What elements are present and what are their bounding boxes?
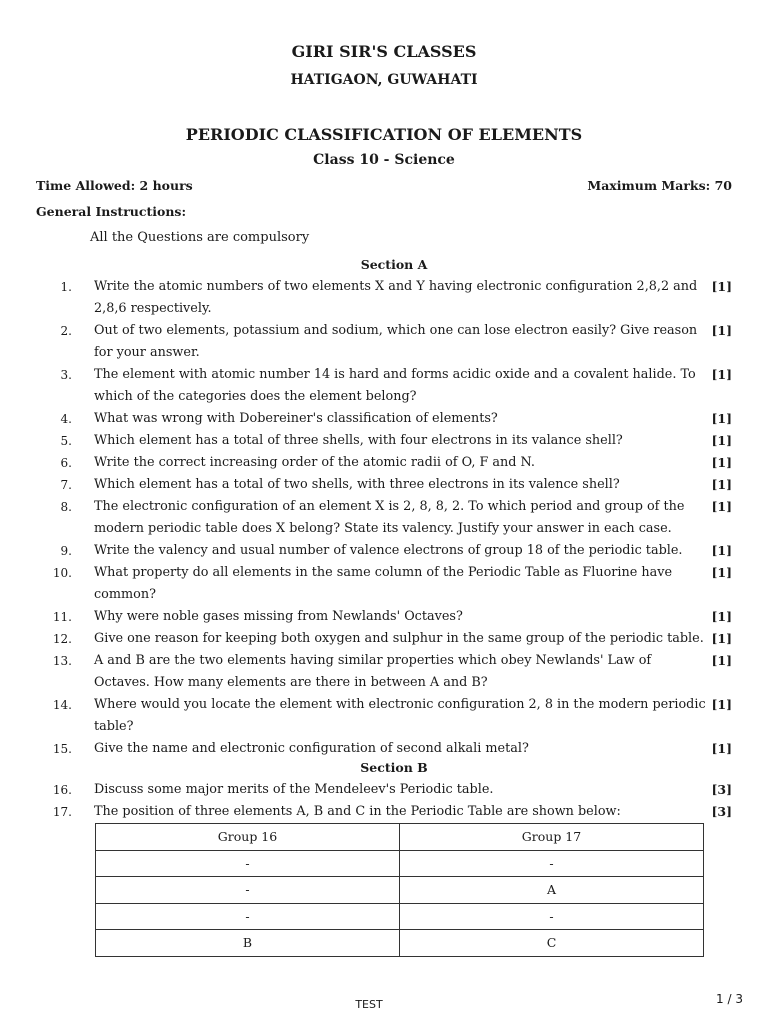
question-marks: [3] [711,804,732,819]
page-subtitle: Class 10 - Science [313,152,455,168]
question-text: What was wrong with Dobereiner's classification of elements? [94,411,498,426]
question-number: 10. [52,566,72,580]
question-text: What property do all elements in the same column of the Periodic Table as Fluorine have common? [94,565,673,602]
question-number: 12. [52,632,72,646]
question-number: 13. [52,654,72,668]
institute-location: HATIGAON, GUWAHATI [290,72,478,88]
question-marks: [1] [711,411,732,426]
question-number: 4. [60,412,72,426]
question-text: Write the valency and usual number of valence electrons of group 18 of the periodic table. [94,543,683,558]
table-cell: B [96,930,400,957]
group-table [95,823,704,957]
question-number: 7. [60,478,72,492]
question-number: 17. [52,805,72,819]
question-marks: [1] [711,323,732,338]
table-cell: C [400,930,704,957]
question-text: Where would you locate the element with electronic configuration 2, 8 in the modern periodic table? [94,697,706,734]
table-row [96,850,704,877]
question-text: Give the name and electronic configuration of second alkali metal? [94,741,529,756]
question-marks: [1] [711,543,732,558]
question-marks: [1] [711,279,732,294]
table-cell: - [96,877,400,904]
question-marks: [1] [711,741,732,756]
question-marks: [3] [711,782,732,797]
question-marks: [1] [711,455,732,470]
question-number: 14. [52,698,72,712]
question-text: Give one reason for keeping both oxygen and sulphur in the same group of the periodic table. [94,631,704,646]
question-marks: [1] [711,609,732,624]
question-number: 1. [60,280,72,294]
maximum-marks: Maximum Marks: 70 [587,178,732,193]
question-number: 2. [60,324,72,338]
question-number: 15. [52,742,72,756]
question-text: Discuss some major merits of the Mendeleev's Periodic table. [94,782,494,797]
time-allowed: Time Allowed: 2 hours [36,178,193,193]
instructions-label: General Instructions: [36,204,187,219]
question-text: The element with atomic number 14 is hard and forms acidic oxide and a covalent halide. To which of the categories does the element belong? [94,367,696,404]
question-text: Write the atomic numbers of two elements X and Y having electronic configuration 2,8,2 and 2,8,6 respectively. [94,279,698,316]
page-title: PERIODIC CLASSIFICATION OF ELEMENTS [185,125,583,144]
question-number: 5. [60,434,72,448]
table-header-row [96,824,704,851]
question-text: Out of two elements, potassium and sodium, which one can lose electron easily? Give reason for your answer. [94,323,698,360]
question-marks: [1] [711,499,732,514]
question-number: 9. [60,544,72,558]
table-cell: - [400,903,704,930]
institute-name: GIRI SIR'S CLASSES [291,42,477,61]
question-text: The electronic configuration of an element X is 2, 8, 8, 2. To which period and group of the modern periodic table does X belong? State its valency. Justify your answer in each case. [94,499,685,536]
page-number: 1 / 3 [716,992,743,1006]
table-row [96,930,704,957]
footer-label: TEST [355,998,383,1011]
instructions-text: All the Questions are compulsory [90,230,310,245]
section-b-title: Section B [360,760,428,775]
question-marks: [1] [711,697,732,712]
question-marks: [1] [711,433,732,448]
question-marks: [1] [711,367,732,382]
question-number: 6. [60,456,72,470]
question-number: 16. [52,783,72,797]
question-number: 3. [60,368,72,382]
question-text: Which element has a total of three shells, with four electrons in its valance shell? [94,433,623,448]
question-text: Which element has a total of two shells, with three electrons in its valence shell? [94,477,620,492]
table-row [96,877,704,904]
table-row [96,903,704,930]
question-text: Why were noble gases missing from Newlands' Octaves? [94,609,463,624]
question-text: A and B are the two elements having similar properties which obey Newlands' Law of Octaves. How many elements are there in between A and B? [94,653,652,690]
question-marks: [1] [711,631,732,646]
question-marks: [1] [711,565,732,580]
section-a-title: Section A [360,257,428,272]
question-number: 8. [60,500,72,514]
question-marks: [1] [711,653,732,668]
question-text: Write the correct increasing order of the atomic radii of O, F and N. [94,455,535,470]
table-cell: - [400,850,704,877]
table-header-cell: Group 17 [400,824,704,851]
question-number: 11. [52,610,72,624]
table-cell: A [400,877,704,904]
question-marks: [1] [711,477,732,492]
question-text: The position of three elements A, B and C in the Periodic Table are shown below: [94,804,621,819]
table-cell: - [96,850,400,877]
table-cell: - [96,903,400,930]
table-header-cell: Group 16 [96,824,400,851]
